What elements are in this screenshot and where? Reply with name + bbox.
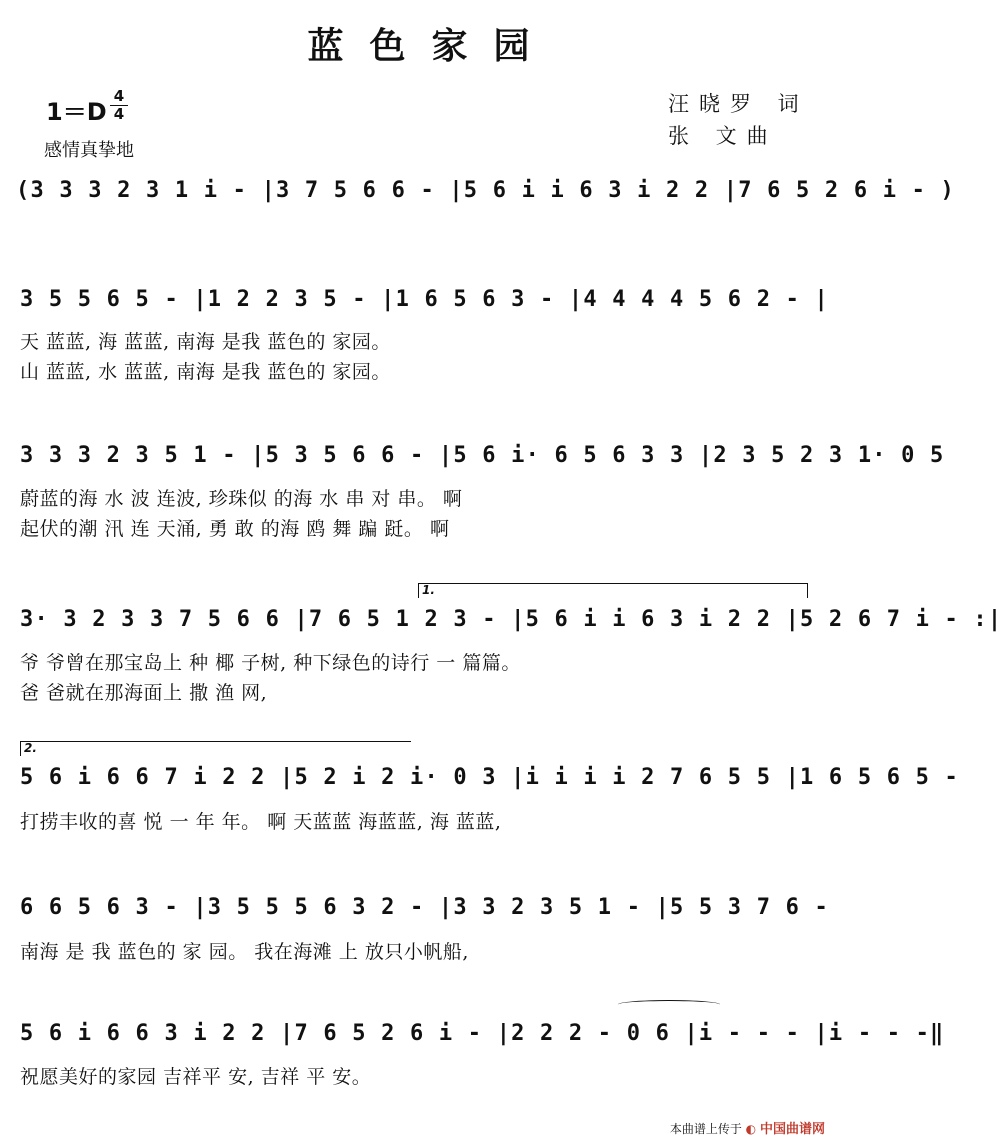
notation-row-3: 3· 3 2 3 3 7 5 6 6 |7 6 5 1 2 3 - |5 6 i i 6 3 i 2 2 |5 2 6 7 i - :|: [20, 607, 1002, 632]
volta-number-1: 1.: [422, 583, 435, 597]
notation-row-6: 5 6 i 6 6 3 i 2 2 |7 6 5 2 6 i - |2 2 2 - 0 6 |i - - - |i - - -‖: [20, 1021, 945, 1046]
notation-row-2: 3 3 3 2 3 5 1 - |5 3 5 6 6 - |5 6 i· 6 5 6 3 3 |2 3 5 2 3 1· 0 5: [20, 443, 945, 468]
lyric-row-5-verse-1: 南海 是 我 蓝色的 家 园。 我在海滩 上 放只小帆船,: [20, 941, 469, 963]
footer-brand: 中国曲谱网: [759, 1122, 825, 1137]
lyric-row-3-verse-1: 爷 爷曾在那宝岛上 种 椰 子树, 种下绿色的诗行 一 篇篇。: [20, 652, 521, 674]
lyric-row-3-verse-2: 爸 爸就在那海面上 撒 渔 网,: [20, 682, 268, 704]
tempo-marking: 感情真挚地: [44, 140, 134, 161]
volta-bracket-2: [20, 741, 411, 756]
lyric-row-4-verse-1: 打捞丰收的喜 悦 一 年 年。 啊 天蓝蓝 海蓝蓝, 海 蓝蓝,: [20, 811, 502, 833]
footer-text: 本曲谱上传于: [669, 1122, 742, 1136]
site-logo-icon: ◐: [745, 1122, 757, 1136]
time-signature: [110, 88, 128, 123]
lyric-row-2-verse-2: 起伏的潮 汛 连 天涌, 勇 敢 的海 鸥 舞 蹁 跹。 啊: [20, 518, 450, 540]
volta-number-2: 2.: [24, 741, 37, 755]
time-bottom: 4: [113, 105, 125, 123]
lyric-row-2-verse-1: 蔚蓝的海 水 波 连波, 珍珠似 的海 水 串 对 串。 啊: [20, 488, 463, 510]
lyric-row-1-verse-2: 山 蓝蓝, 水 蓝蓝, 南海 是我 蓝色的 家园。: [20, 361, 391, 383]
time-top: 4: [113, 87, 125, 105]
notation-row-prelude: (3 3 3 2 3 1 i - |3 7 5 6 6 - |5 6 i i 6 3 i 2 2 |7 6 5 2 6 i - ): [16, 178, 955, 203]
song-title: 蓝色家园: [307, 25, 556, 67]
footer-watermark: [670, 1118, 825, 1137]
key-signature: 1＝D: [46, 98, 107, 126]
lyric-row-1-verse-1: 天 蓝蓝, 海 蓝蓝, 南海 是我 蓝色的 家园。: [20, 331, 391, 353]
notation-row-5: 6 6 5 6 3 - |3 5 5 5 6 3 2 - |3 3 2 3 5 1 - |5 5 3 7 6 -: [20, 895, 829, 920]
notation-row-4: 5 6 i 6 6 7 i 2 2 |5 2 i 2 i· 0 3 |i i i i 2 7 6 5 5 |1 6 5 6 5 -: [20, 765, 959, 790]
tie-slur: [618, 1000, 720, 1009]
volta-bracket-1: [418, 583, 808, 598]
composer-credit: 张 文曲: [668, 124, 778, 148]
lyric-row-6-verse-1: 祝愿美好的家园 吉祥平 安, 吉祥 平 安。: [20, 1066, 372, 1088]
notation-row-1: 3 5 5 6 5 - |1 2 2 3 5 - |1 6 5 6 3 - |4 4 4 4 5 6 2 - |: [20, 287, 829, 312]
lyricist-credit: 汪晓罗 词: [668, 92, 809, 116]
